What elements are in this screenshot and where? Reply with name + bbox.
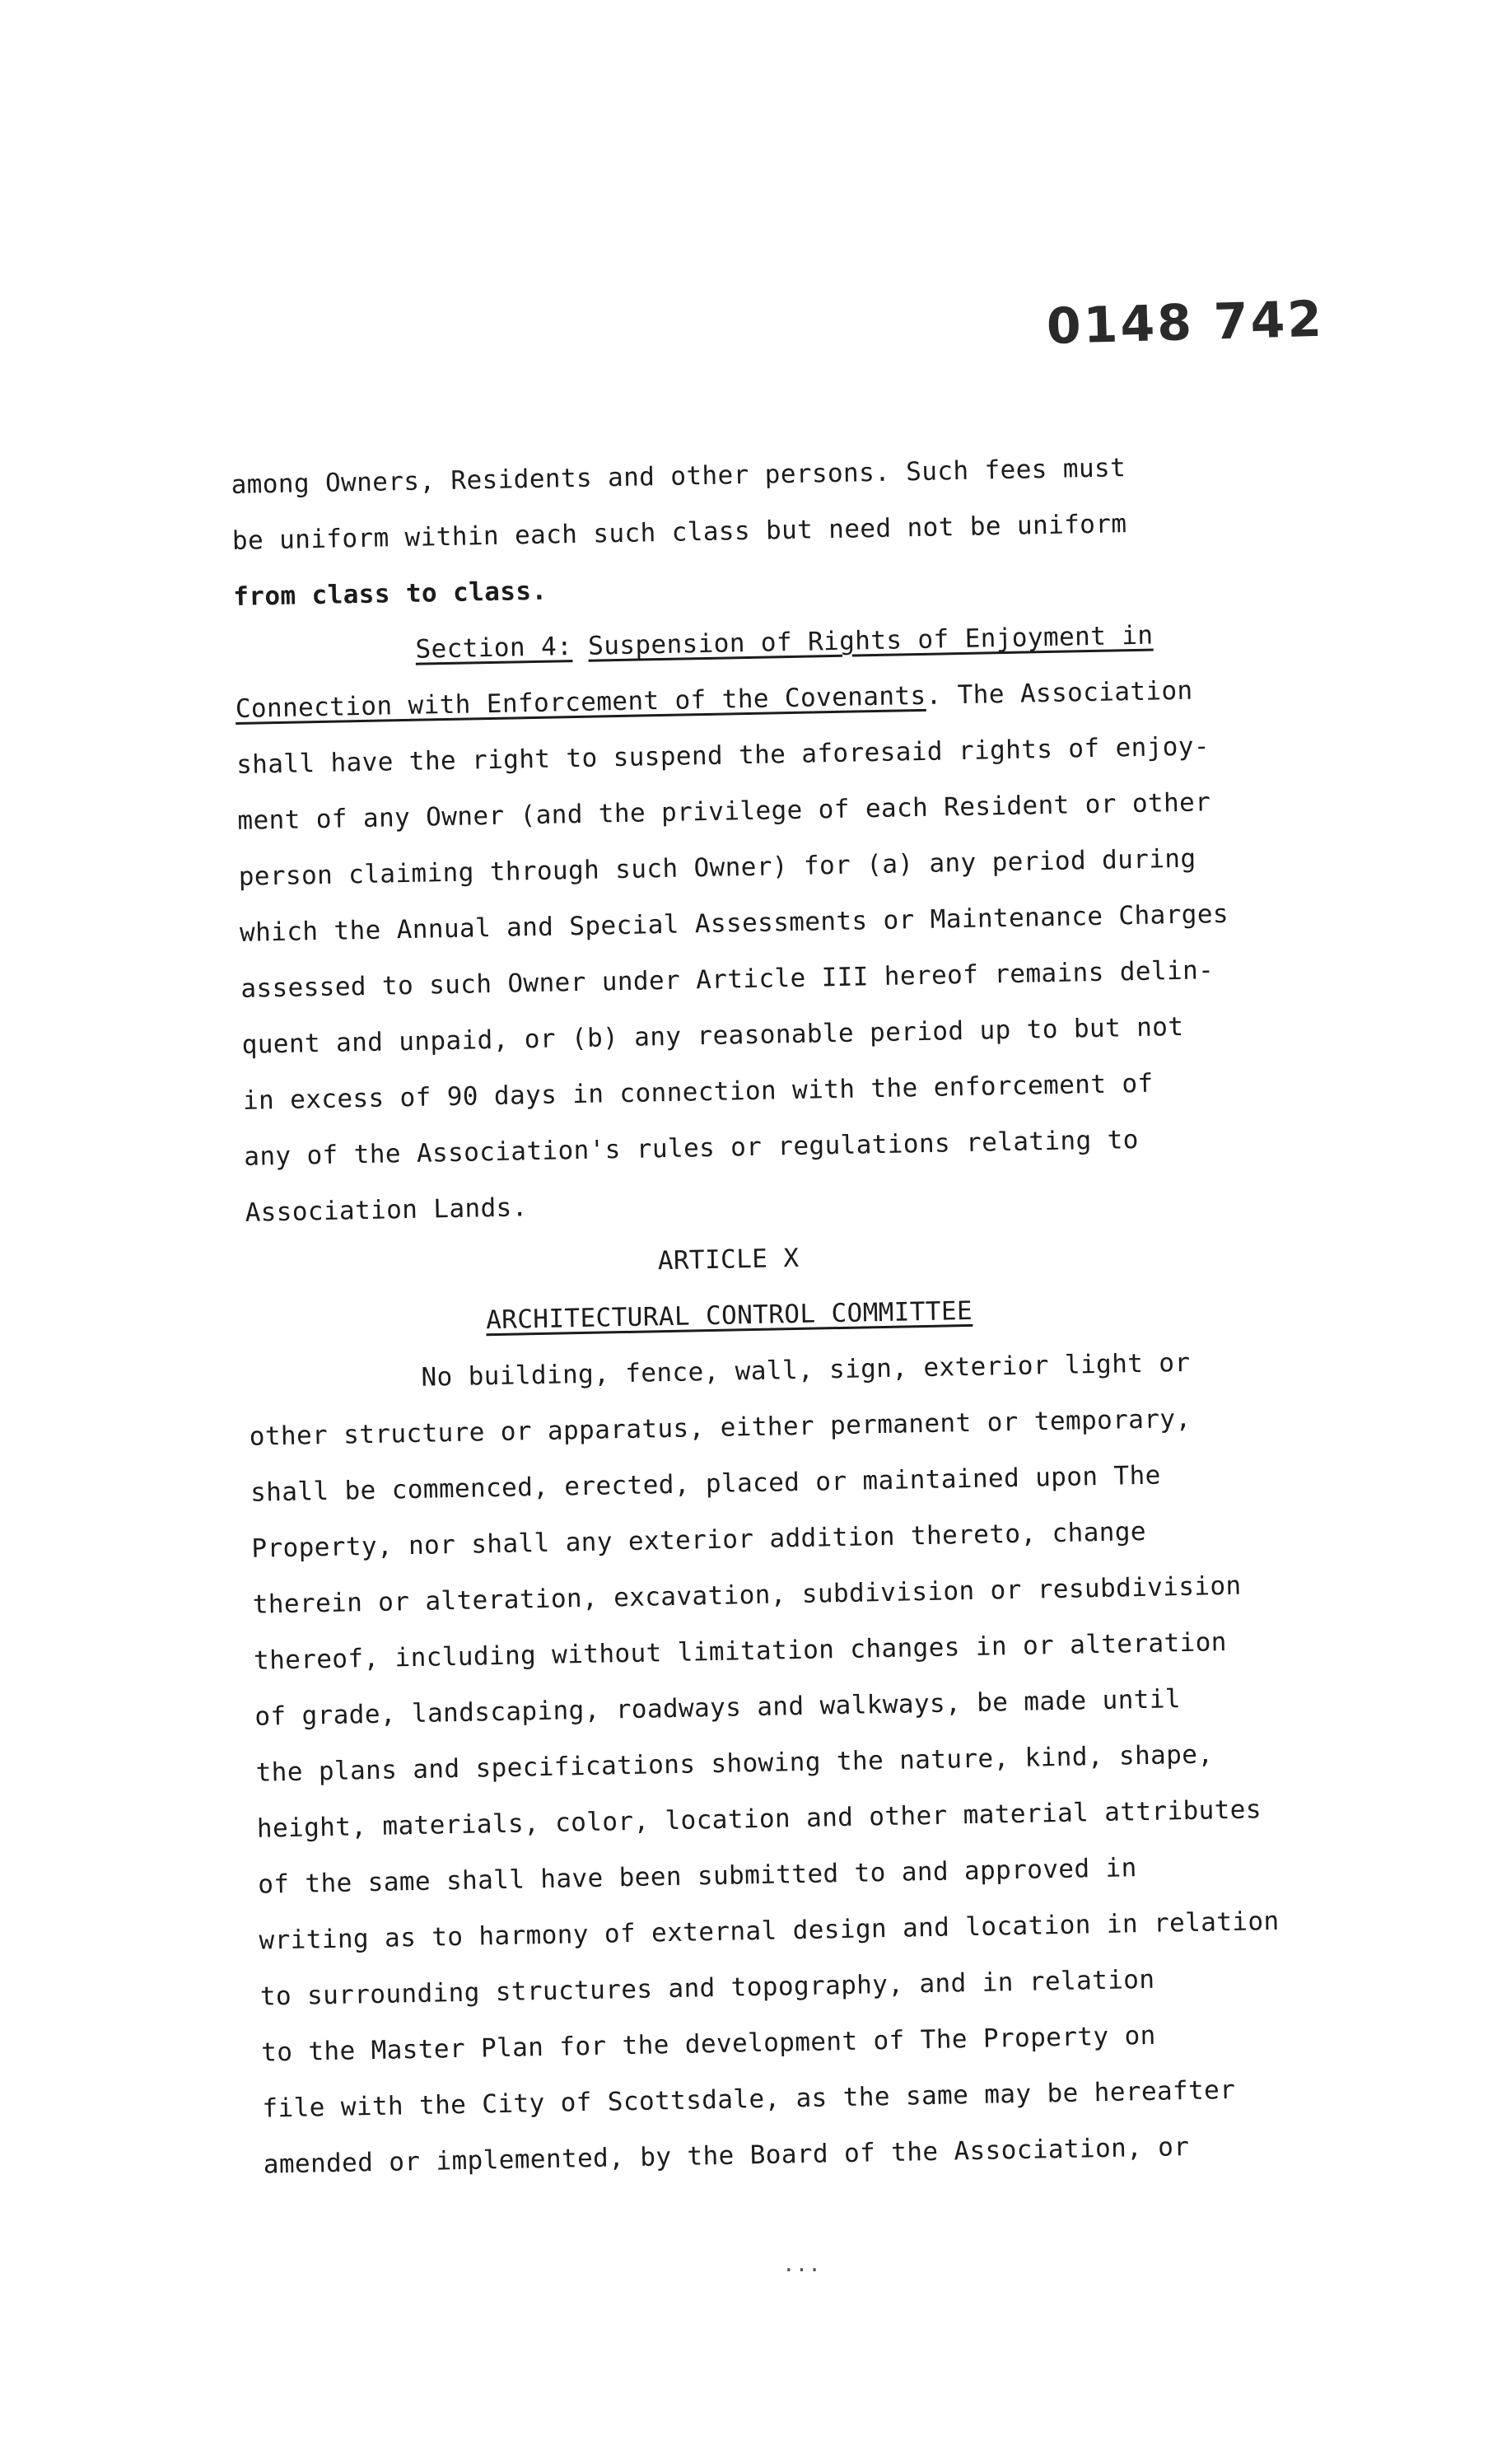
text-line: the plans and specifications showing the nature, kind, shape, [255,1739,1214,1788]
section-title-continued: Connection with Enforcement of the Covenants [235,680,926,724]
text-segment [572,632,589,661]
text-line: shall be commenced, erected, placed or maintained upon The [250,1460,1161,1508]
text-line: Property, nor shall any exterior addition thereto, change [251,1516,1147,1564]
document-body [231,434,1449,2192]
text-line: assessed to such Owner under Article III hereof remains delin- [240,955,1215,1004]
text-segment: . The Association [926,675,1193,711]
text-line: be uniform within each such class but need not be uniform [231,509,1127,556]
text-line: person claiming through such Owner) for (a) any period during [238,843,1196,892]
text-line: of grade, landscaping, roadways and walkways, be made until [254,1684,1182,1732]
text-line: to surrounding structures and topography, and in relation [259,1964,1155,2012]
text-line: in excess of 90 days in connection with the enforcement of [242,1068,1154,1116]
text-segment: Such fees must [889,453,1126,488]
text-line: any of the Association's rules or regulations relating to [243,1124,1140,1172]
page-footer-mark: ... [782,2252,821,2277]
text-line: amended or implemented, by the Board of the Association, or [263,2132,1190,2180]
text-line: height, materials, color, location and other material attributes [256,1794,1262,1844]
text-line: thereof, including without limitation changes in or alteration [253,1627,1228,1676]
text-line: to the Master Plan for the development of The Property on [260,2020,1156,2068]
text-line: quent and unpaid, or (b) any reasonable period up to but not [241,1011,1184,1060]
text-line: other structure or apparatus, either permanent or temporary, [249,1403,1192,1452]
text-line: which the Annual and Special Assessments or Maintenance Charges [239,898,1229,948]
text-line: shall have the right to suspend the aforesaid rights of enjoy- [236,731,1210,780]
recording-number: 0148 742 [1046,290,1325,356]
article-title-text: ARCHITECTURAL CONTROL COMMITTEE [485,1295,973,1336]
section-title: Suspension of Rights of Enjoyment in [587,620,1154,661]
text-line: writing as to harmony of external design and location in relation [259,1906,1280,1956]
text-line: No building, fence, wall, sign, exterior light or [421,1347,1191,1393]
text-line: ment of any Owner (and the privilege of each Resident or other [237,787,1211,836]
text-segment: from class to class. [232,576,548,612]
text-line: therein or alteration, excavation, subdivision or resubdivision [252,1570,1242,1620]
article-heading: ARTICLE X [657,1243,800,1276]
text-segment: among Owners, Residents and other persons. [231,457,891,500]
text-line: Association Lands. [245,1192,529,1228]
text-line: of the same shall have been submitted to and approved in [257,1853,1137,1900]
section-number: Section 4: [415,632,573,665]
text-line: file with the City of Scottsdale, as the same may be hereafter [262,2074,1236,2124]
